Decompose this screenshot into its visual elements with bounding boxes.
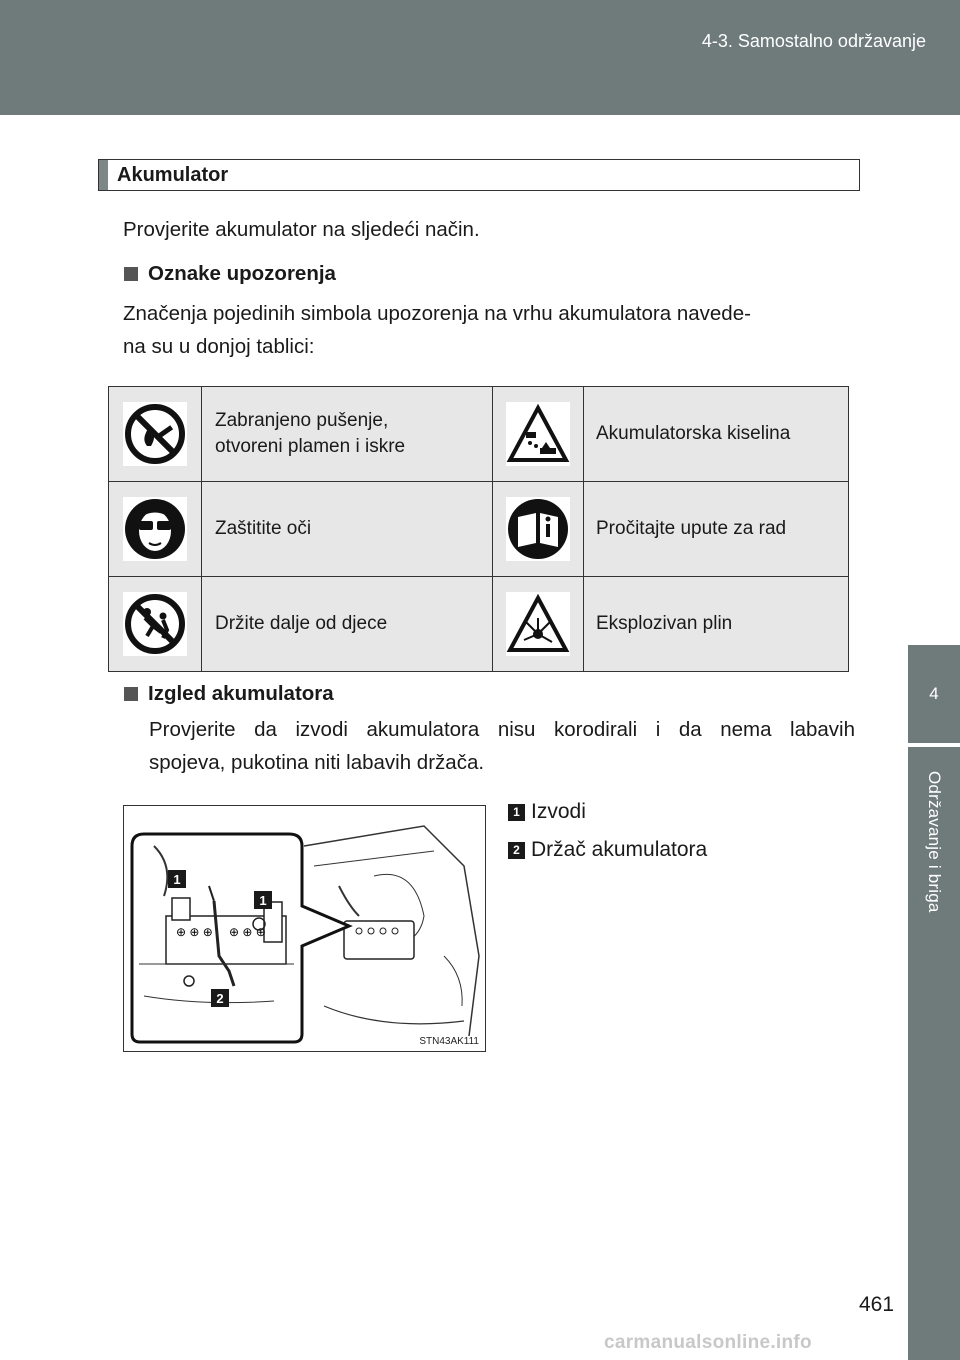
eye-protection-icon [123,497,187,561]
svg-text:⊕ ⊕ ⊕: ⊕ ⊕ ⊕ [176,925,213,939]
warning-symbols-table [108,386,849,672]
symbol-text-line: Zaštitite oči [215,518,312,539]
title-accent-bar [99,160,108,190]
read-manual-icon [506,497,570,561]
table-row [109,482,849,577]
no-smoking-flame-sparks-icon [123,402,187,466]
figure-code: STN43AK111 [419,1036,479,1047]
callout-number-box: 1 [508,804,525,821]
description-line-1: Značenja pojedinih simbola upozorenja na vrhu akumulatora navede- [123,302,751,325]
page-number: 461 [859,1293,895,1316]
chapter-number: 4 [929,684,939,703]
chapter-tab[interactable] [908,645,960,743]
watermark: carmanualsonline.info [604,1332,812,1353]
bullet-square-icon [124,267,138,281]
symbol-description [584,482,849,577]
callout-number: 1 [173,872,181,887]
battery-exterior-text [149,713,855,779]
bullet-square-icon [124,687,138,701]
symbol-description [202,577,493,672]
table-row [109,387,849,482]
explosive-gas-icon [506,592,570,656]
warning-labels-description [123,297,863,363]
battery-exterior-heading-text: Izgled akumulatora [148,682,334,705]
callout-number: 2 [216,991,224,1006]
body-line-2: spojeva, pukotina niti labavih držača. [149,751,485,774]
warning-labels-heading-text: Oznake upozorenja [148,262,336,285]
legend-item [508,838,707,862]
section-title: Akumulator [117,164,229,186]
callout-number: 1 [259,893,267,908]
table-row [109,577,849,672]
symbol-description [584,387,849,482]
description-line-2: na su u donjoj tablici: [123,335,315,358]
symbol-cell [493,482,584,577]
header-band [0,0,960,115]
symbol-text-line: Pročitajte upute za rad [596,518,787,539]
section-breadcrumb: 4-3. Samostalno održavanje [701,31,926,51]
symbol-description [202,482,493,577]
intro-text: Provjerite akumulator na sljedeći način. [123,218,480,241]
section-title-box [98,159,860,191]
symbol-description [202,387,493,482]
symbol-text-line: Držite dalje od djece [215,613,388,634]
battery-illustration [123,805,486,1052]
symbol-cell [109,387,202,482]
symbol-text-line: Eksplozivan plin [596,613,733,634]
battery-exterior-heading [124,682,334,706]
legend-label: Držač akumulatora [531,838,708,861]
chapter-label [908,747,960,937]
body-line-1: Provjerite da izvodi akumulatora nisu korodirali i da nema labavih [149,718,855,741]
keep-away-from-children-icon [123,592,187,656]
legend-label: Izvodi [531,800,586,823]
symbol-text-line: Akumulatorska kiselina [596,423,791,444]
symbol-cell [493,387,584,482]
symbol-cell [493,577,584,672]
legend-item [508,800,586,824]
symbol-text-line: otvoreni plamen i iskre [215,436,406,457]
symbol-cell [109,482,202,577]
engine-bay-drawing [124,806,485,1051]
symbol-cell [109,577,202,672]
chapter-title: Održavanje i briga [925,771,944,913]
callout-number-box: 2 [508,842,525,859]
svg-text:⊕ ⊕ ⊕: ⊕ ⊕ ⊕ [229,925,266,939]
warning-labels-heading [124,262,336,286]
symbol-description [584,577,849,672]
battery-acid-icon [506,402,570,466]
symbol-text-line: Zabranjeno pušenje, [215,410,389,431]
